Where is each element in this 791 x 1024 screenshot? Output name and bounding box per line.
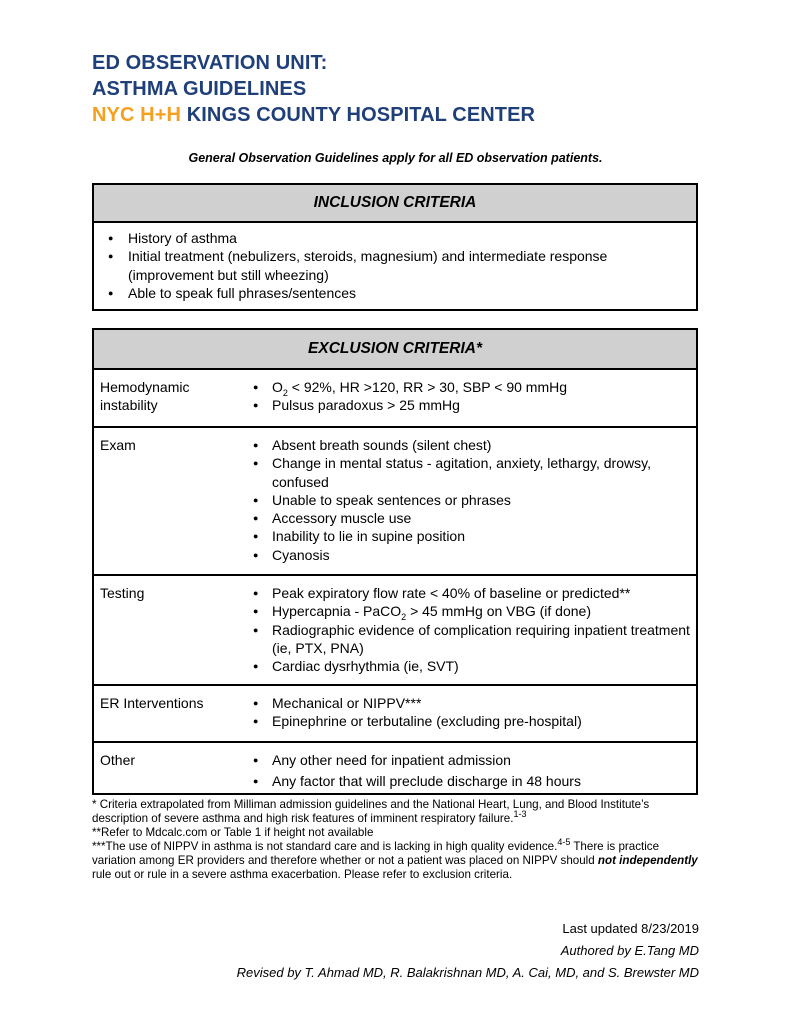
footnote-3: ***The use of NIPPV in asthma is not standard care and is lacking in high quality evidence.$^{4-5}$ There is practice variation among ER providers and therefore whether or not a patient was placed on NIPPV should not independently rule out or rule in a severe asthma exacerbation. Please refer to exclusion criteria. bbox=[92, 837, 698, 882]
row-label: Hemodynamic instability bbox=[100, 379, 190, 414]
list-item: ● Inability to lie in supine position bbox=[244, 527, 696, 545]
list-item: ● Cyanosis bbox=[244, 546, 696, 564]
list-item: ● Mechanical or NIPPV*** bbox=[244, 694, 696, 712]
list-item: ● Initial treatment (nebulizers, steroids, magnesium) and intermediate response (improvement but still wheezing) bbox=[106, 247, 696, 284]
list-item: ● History of asthma bbox=[106, 229, 696, 247]
header-line-3 bbox=[92, 102, 535, 128]
row-list bbox=[244, 576, 696, 684]
list-item: ● Accessory muscle use bbox=[244, 509, 696, 527]
list-item: ● Cardiac dysrhythmia (ie, SVT) bbox=[244, 657, 696, 675]
document-header bbox=[92, 50, 535, 128]
inclusion-box bbox=[92, 183, 698, 311]
authored-by: Authored by E.Tang MD bbox=[560, 943, 699, 958]
exclusion-row-er-interventions bbox=[94, 686, 696, 743]
row-list bbox=[244, 686, 696, 741]
header-line-2: ASTHMA GUIDELINES bbox=[92, 78, 307, 100]
list-item: ● Peak expiratory flow rate < 40% of baseline or predicted** bbox=[244, 584, 696, 602]
brand-name: NYC H+H bbox=[92, 104, 182, 126]
list-item: ● Unable to speak sentences or phrases bbox=[244, 491, 696, 509]
last-updated: Last updated 8/23/2019 bbox=[562, 921, 699, 936]
footnote-2: **Refer to Mdcalc.com or Table 1 if height not available bbox=[92, 826, 374, 840]
inclusion-title: INCLUSION CRITERIA bbox=[94, 185, 696, 223]
list-item: ● Epinephrine or terbutaline (excluding pre-hospital) bbox=[244, 712, 696, 730]
row-label: Other bbox=[100, 752, 136, 768]
exclusion-title: EXCLUSION CRITERIA* bbox=[94, 330, 696, 370]
hospital-name: KINGS COUNTY HOSPITAL CENTER bbox=[181, 104, 536, 126]
list-item: ● Radiographic evidence of complication requiring inpatient treatment (ie, PTX, PNA) bbox=[244, 621, 696, 658]
footnote-1: * Criteria extrapolated from Milliman admission guidelines and the National Heart, Lung, and Blood Institute’s description of severe asthma and high risk features of imminent respiratory failure.$^{1-3}$ bbox=[92, 798, 650, 826]
header-line-1: ED OBSERVATION UNIT: bbox=[92, 52, 328, 74]
list-item: ● $O_2 < 92\%$, HR >120, RR > 30, SBP < 90 mmHg bbox=[244, 378, 696, 396]
list-item: ● Hypercapnia - PaCO$_2$ > 45 mmHg on VBG (if done) bbox=[244, 602, 696, 620]
exclusion-box bbox=[92, 328, 698, 795]
row-label: Testing bbox=[100, 585, 145, 601]
list-item: ● Change in mental status - agitation, anxiety, lethargy, drowsy, confused bbox=[244, 454, 696, 491]
list-item: ● Any factor that will preclude discharge in 48 hours bbox=[244, 772, 696, 790]
subtitle: General Observation Guidelines apply for all ED observation patients. bbox=[188, 151, 603, 165]
exclusion-row-other bbox=[94, 743, 696, 793]
list-item: ● Able to speak full phrases/sentences bbox=[106, 284, 696, 302]
row-label: Exam bbox=[100, 437, 136, 453]
inclusion-list bbox=[94, 223, 696, 302]
exclusion-row-hemodynamic bbox=[94, 370, 696, 428]
revised-by: Revised by T. Ahmad MD, R. Balakrishnan MD, A. Cai, MD, and S. Brewster MD bbox=[236, 965, 699, 980]
list-item: ● Pulsus paradoxus > 25 mmHg bbox=[244, 396, 696, 414]
row-list bbox=[244, 428, 696, 574]
footnotes bbox=[92, 798, 702, 883]
row-list bbox=[244, 370, 696, 426]
list-item: ● Any other need for inpatient admission bbox=[244, 751, 696, 769]
exclusion-row-testing bbox=[94, 576, 696, 686]
exclusion-row-exam bbox=[94, 428, 696, 576]
list-item: ● Absent breath sounds (silent chest) bbox=[244, 436, 696, 454]
row-label: ER Interventions bbox=[100, 695, 204, 711]
row-list bbox=[244, 743, 696, 793]
signature-block bbox=[237, 918, 699, 984]
